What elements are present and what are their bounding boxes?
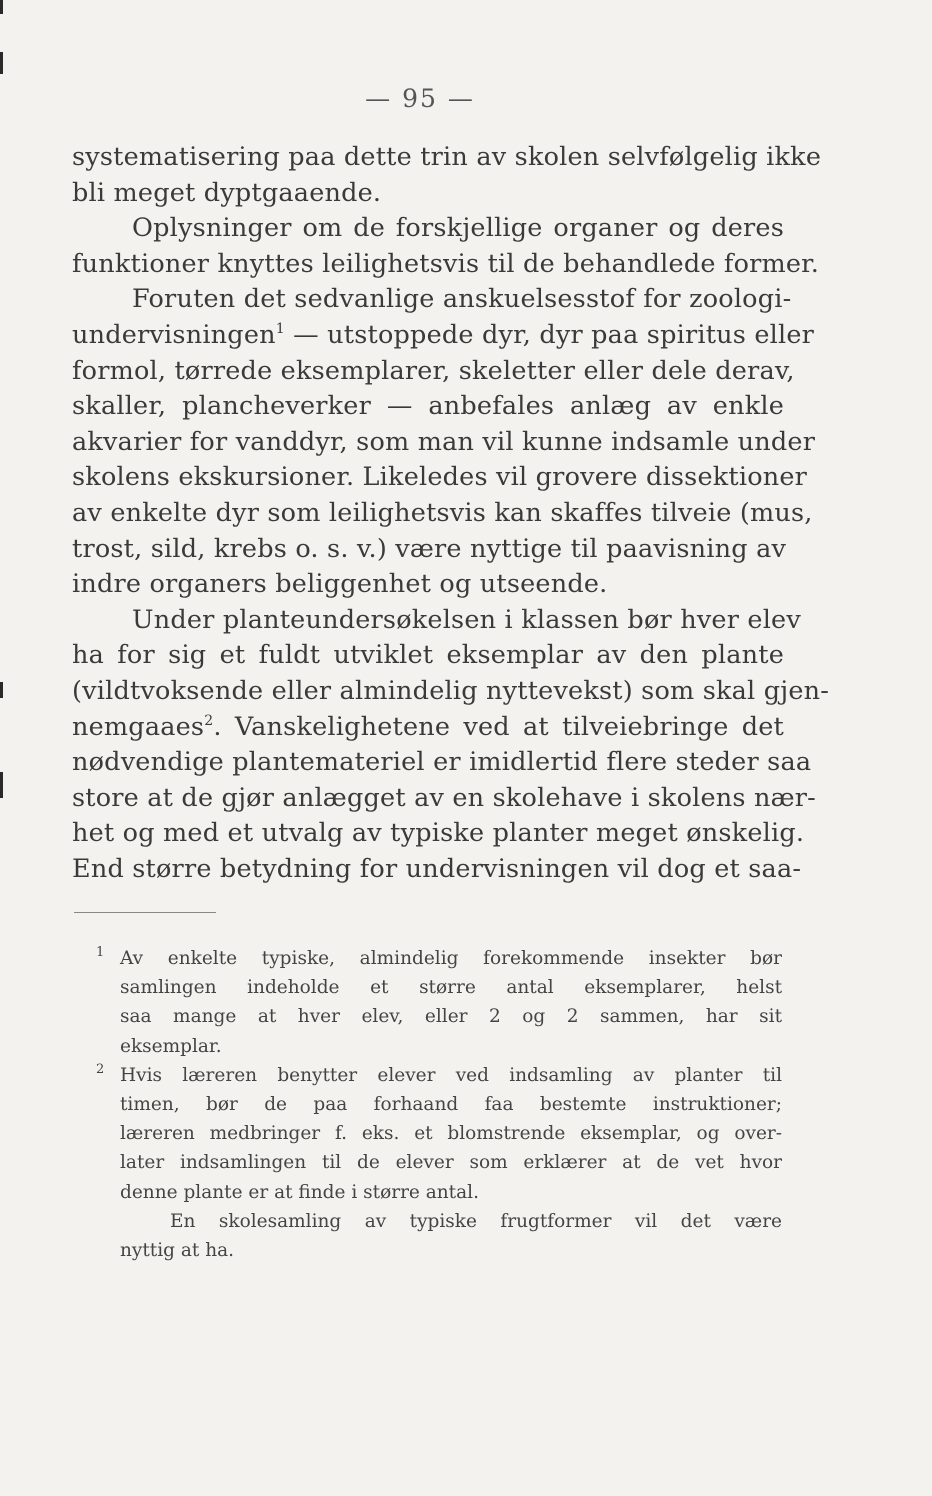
text-line: Under planteundersøkelsen i klassen bør hver elev: [132, 604, 801, 635]
scan-edge-mark: [0, 772, 3, 798]
footnote-line: [96, 1061, 782, 1090]
text-line: nødvendige plantemateriel er imidlertid flere steder saa: [72, 747, 812, 778]
footnote-line: timen, bør de paa forhaand faa bestemte instruktioner;: [120, 1093, 782, 1115]
footnote-marker: 2: [96, 1061, 105, 1077]
text-line: funktioner knyttes leilighetsvis til de behandlede former.: [72, 248, 820, 279]
footnote-line: samlingen indeholde et større antal eksemplarer, helst: [120, 977, 782, 999]
footnote-line: saa mange at hver elev, eller 2 og 2 sammen, har sit: [120, 1006, 782, 1028]
text-line: het og med et utvalg av typiske planter meget ønskelig.: [72, 818, 805, 849]
text-line: End større betydning for undervisningen vil dog et saa-: [72, 853, 802, 884]
text-line: (vildtvoksende eller almindelig nyttevekst) som skal gjen-: [72, 675, 830, 706]
text-fragment: undervisningen: [72, 319, 276, 350]
text-line: Foruten det sedvanlige anskuelsesstof for zoologi-: [132, 284, 792, 315]
text-line: Oplysninger om de forskjellige organer og deres: [132, 213, 784, 244]
body-text: [72, 140, 830, 887]
footnote-line: [96, 944, 782, 973]
text-line: skaller, plancheverker — anbefales anlæg av enkle: [72, 391, 784, 422]
footnote-ref: 2: [204, 712, 214, 729]
text-fragment: Hvis læreren benytter elever ved indsamling av planter til: [120, 1064, 782, 1086]
text-line: formol, tørrede eksemplarer, skeletter eller dele derav,: [72, 355, 795, 386]
footnote-line: læreren medbringer f. eks. et blomstrende eksemplar, og over-: [120, 1123, 782, 1145]
page-number: — 95 —: [365, 84, 475, 113]
text-line: trost, sild, krebs o. s. v.) være nyttige til paavisning av: [72, 533, 787, 564]
footnote-ref: 1: [275, 320, 285, 337]
text-line: [72, 318, 815, 354]
text-line: [72, 710, 784, 746]
footnote-line: denne plante er at finde i større antal.: [120, 1181, 479, 1203]
text-fragment: . Vanskelighetene ved at tilveiebringe det: [213, 711, 784, 742]
footnote-line: En skolesamling av typiske frugtformer vil det være: [170, 1210, 782, 1232]
text-fragment: Av enkelte typiske, almindelig forekommende insekter bør: [120, 948, 782, 969]
footnotes: [96, 944, 782, 1265]
scan-edge-mark: [0, 52, 3, 74]
text-line: skolens ekskursioner. Likeledes vil grovere dissektioner: [72, 462, 808, 493]
footnote-line: eksemplar.: [120, 1035, 222, 1057]
footnote-line: nyttig at ha.: [120, 1239, 235, 1261]
text-line: av enkelte dyr som leilighetsvis kan skaffes tilveie (mus,: [72, 497, 813, 528]
text-line: ha for sig et fuldt utviklet eksemplar av den plante: [72, 640, 784, 671]
text-fragment: nemgaaes: [72, 711, 205, 742]
text-line: systematisering paa dette trin av skolen selvfølgelig ikke: [72, 142, 822, 172]
text-line: indre organers beliggenhet og utseende.: [72, 569, 608, 600]
text-fragment: — utstoppede dyr, dyr paa spiritus eller: [293, 319, 815, 350]
text-line: store at de gjør anlægget av en skolehave i skolens nær-: [72, 782, 816, 813]
footnote-separator: [74, 912, 216, 913]
scan-edge-mark: [0, 0, 3, 14]
text-line: bli meget dyptgaaende.: [72, 177, 382, 208]
scan-edge-mark: [0, 682, 3, 698]
text-line: akvarier for vanddyr, som man vil kunne indsamle under: [72, 426, 816, 457]
footnote-line: later indsamlingen til de elever som erklærer at de vet hvor: [120, 1152, 782, 1174]
footnote-marker: 1: [96, 945, 105, 960]
